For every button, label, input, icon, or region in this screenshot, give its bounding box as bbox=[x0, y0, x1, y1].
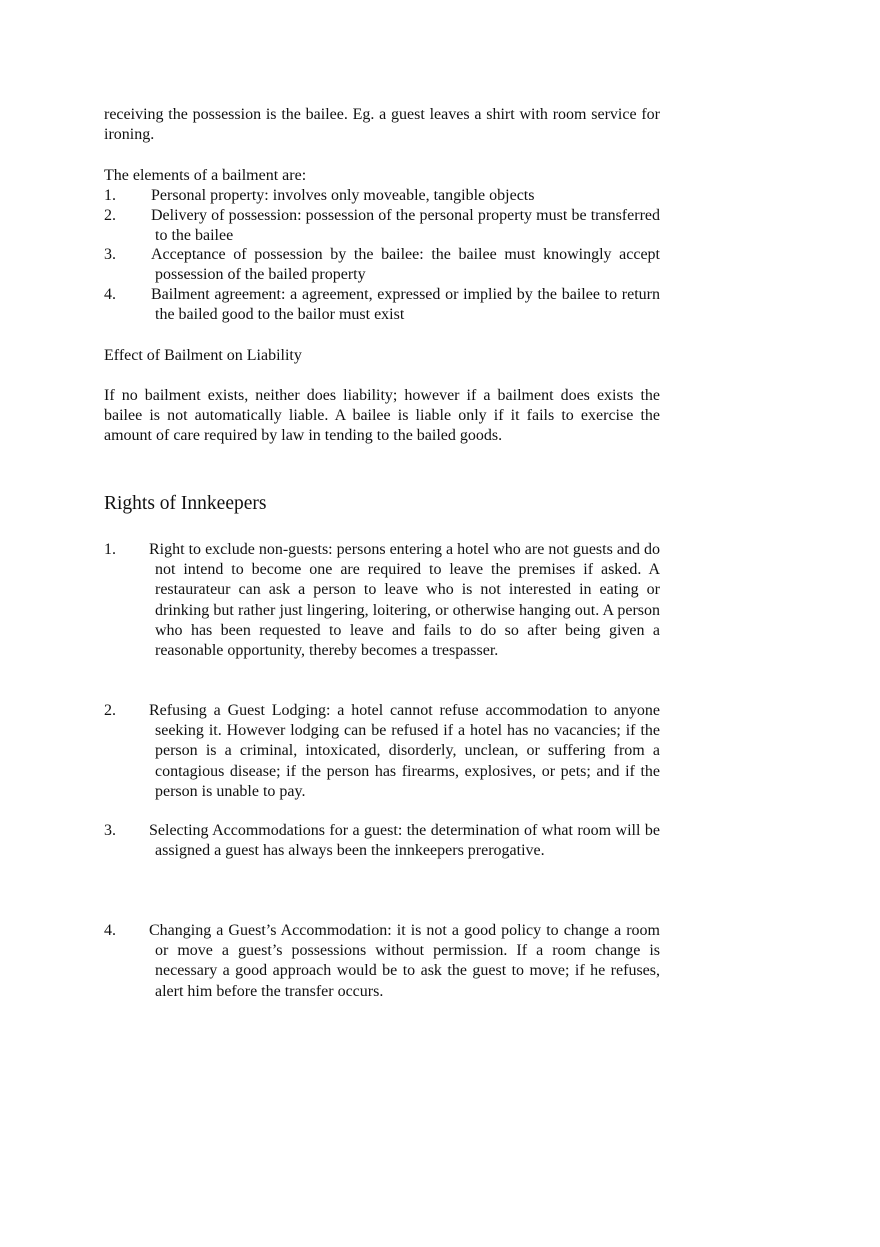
elements-list-item bbox=[104, 245, 660, 285]
elements-list-item bbox=[104, 186, 660, 206]
liability-paragraph: If no bailment exists, neither does liability; however if a bailment does exists the bailee is not automatically liable. A bailee is liable only if it fails to exercise the amount of care required by law in tending to the bailed goods. bbox=[104, 387, 660, 445]
list-number: 1. bbox=[104, 187, 116, 204]
elements-list-item bbox=[104, 285, 660, 325]
list-number: 1. bbox=[104, 541, 116, 558]
list-number: 3. bbox=[104, 822, 116, 839]
list-item-text: Personal property: involves only moveable, tangible objects bbox=[151, 187, 535, 204]
list-item-text: Bailment agreement: a agreement, expressed or implied by the bailee to return the bailed good to the bailor must exist bbox=[151, 286, 660, 324]
elements-list-item bbox=[104, 206, 660, 246]
list-item-text: Selecting Accommodations for a guest: the determination of what room will be assigned a guest has always been the innkeepers prerogative. bbox=[149, 822, 660, 860]
list-item-text: Refusing a Guest Lodging: a hotel cannot refuse accommodation to anyone seeking it. However lodging can be refused if a hotel has no vacancies; if the person is a criminal, intoxicated, disorderly, unclean, or suffering from a contagious disease; if the person has firearms, explosives, or pets; and if the person is unable to pay. bbox=[149, 702, 660, 800]
intro-paragraph: receiving the possession is the bailee. Eg. a guest leaves a shirt with room service for ironing. bbox=[104, 106, 660, 144]
rights-list-item bbox=[104, 921, 660, 1002]
list-number: 4. bbox=[104, 922, 116, 939]
list-item-text: Changing a Guest’s Accommodation: it is not a good policy to change a room or move a guest’s possessions without permission. If a room change is necessary a good approach would be to ask the guest to move; if he refuses, alert him before the transfer occurs. bbox=[149, 922, 660, 1000]
list-number: 4. bbox=[104, 286, 116, 303]
list-number: 3. bbox=[104, 246, 116, 263]
list-item-text: Acceptance of possession by the bailee: the bailee must knowingly accept possession of the bailed property bbox=[151, 246, 660, 284]
list-number: 2. bbox=[104, 702, 116, 719]
rights-list-item bbox=[104, 701, 660, 802]
list-number: 2. bbox=[104, 207, 116, 224]
rights-list-item bbox=[104, 821, 660, 861]
list-item-text: Delivery of possession: possession of the personal property must be transferred to the bailee bbox=[151, 207, 660, 245]
elements-heading: The elements of a bailment are: bbox=[104, 167, 307, 184]
rights-heading: Rights of Innkeepers bbox=[104, 493, 267, 514]
list-item-text: Right to exclude non-guests: persons entering a hotel who are not guests and do not intend to become one are required to leave the premises if asked. A restaurateur can ask a person to leave who is not interested in eating or drinking but rather just lingering, loitering, or otherwise hanging out. A person who has been requested to leave and fails to do so after being given a reasonable opportunity, thereby becomes a trespasser. bbox=[149, 541, 660, 660]
rights-list-item bbox=[104, 540, 660, 661]
liability-heading: Effect of Bailment on Liability bbox=[104, 347, 302, 364]
